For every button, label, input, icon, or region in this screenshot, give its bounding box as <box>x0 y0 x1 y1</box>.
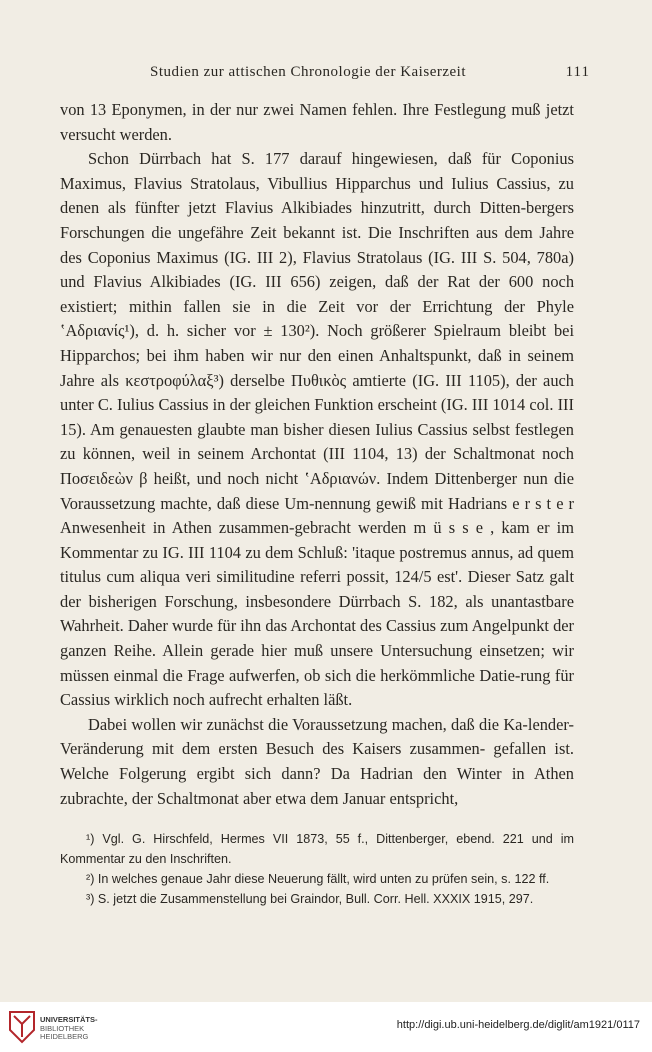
main-text <box>60 98 574 811</box>
running-title: Studien zur attischen Chronologie der Kaiserzeit <box>150 64 466 80</box>
text-line: der Schaltmonat noch Ποσειδεὼν β heißt, und noch nicht ʽΑδριανών. <box>60 444 574 488</box>
library-line: HEIDELBERG <box>40 1032 89 1041</box>
library-logo-icon <box>8 1010 36 1044</box>
text-line: jetzt versucht werden. <box>60 100 574 144</box>
page-number: 111 <box>565 64 590 80</box>
text-line: gebracht werden m ü s s e , kam er im Kommentar zu IG. III 1104 zu <box>60 518 574 562</box>
paragraph-3 <box>60 713 574 811</box>
footnote-line: und im Kommentar zu den Inschriften. <box>60 832 575 866</box>
text-line: gefallen ist. Welche Folgerung ergibt sich dann? Da Hadrian den Winter <box>60 739 574 784</box>
footnote-2 <box>60 869 574 889</box>
footnote-1 <box>60 829 574 869</box>
footnote-line: ³) S. jetzt die Zusammenstellung bei Graindor, Bull. Corr. Hell. XXXIX <box>86 892 471 906</box>
text-line: 1105), der auch unter C. Iulius Cassius in der gleichen Funktion erscheint <box>60 370 574 415</box>
text-line: von 13 Eponymen, in der nur zwei Namen fehlen. Ihre Festlegung muß <box>60 100 541 119</box>
paragraph-2 <box>60 147 574 713</box>
library-line: UNIVERSITÄTS- <box>40 1015 98 1024</box>
text-line: Cassius selbst festlegen zu können, weil in seinem Archontat (III 1104, 13) <box>60 419 574 464</box>
text-line: S. 504, 780a) und Flavius Alkibiades (IG. III 656) zeigen, daß der Rat der <box>60 247 574 292</box>
text-line: 600 noch existiert; mithin fallen sie in die Zeit vor der Errichtung der <box>60 272 575 316</box>
text-line: Dabei wollen wir zunächst die Voraussetzung machen, daß die Ka- <box>88 714 528 734</box>
library-line: BIBLIOTHEK <box>40 1023 85 1033</box>
text-line: lender-Veränderung mit dem ersten Besuch des Kaisers zusammen- <box>60 714 574 759</box>
text-line: Forschung, insbesondere Dürrbach S. 182, als unantastbare Wahrheit. <box>60 591 574 636</box>
library-name <box>40 1016 98 1042</box>
text-line: Maximus, Flavius Stratolaus, Vibullius Hipparchus und Iulius Cassius, <box>60 173 551 193</box>
text-line: rung für Cassius wirklich noch aufrecht erhalten läßt. <box>60 665 574 710</box>
text-line: zu denen als fünfter jetzt Flavius Alkibiades hinzutritt, durch Ditten- <box>60 173 574 218</box>
footnote-line: sein, s. 122 ff. <box>471 872 550 886</box>
text-line: seinem Jahre als κεστροφύλαξ³) derselbe Πυθικὸς amtierte (IG. III <box>60 345 574 390</box>
text-line: ganzen Reihe. Allein gerade hier muß unsere Untersuchung einsetzen; <box>60 641 545 661</box>
text-line: bergers Forschungen die ungefähre Zeit bekannt ist. Die Inschriften aus <box>60 198 574 242</box>
text-line: bei Hipparchos; bei ihm haben wir nur den einen Anhaltspunkt, daß in <box>60 321 574 365</box>
footnotes <box>60 829 574 909</box>
text-line: dem Schluß: 'itaque postremus annus, ad quem titulus cum aliqua veri <box>60 542 574 587</box>
text-line: similitudine referri possit, 124/5 est'. Dieser Satz galt der bisherigen <box>60 567 575 611</box>
text-line: in Athen zubrachte, der Schaltmonat aber etwa dem Januar entspricht, <box>60 764 574 808</box>
text-line: Daher wurde für ihn das Archontat des Cassius zum Angelpunkt der <box>127 616 574 636</box>
text-line: nennung gewiß mit Hadrians e r s t e r Anwesenheit in Athen zusammen- <box>60 493 574 538</box>
footnote-line: 1915, 297. <box>473 892 534 906</box>
text-line: wir müssen einmal die Frage aufwerfen, ob sich die herkömmliche Datie- <box>60 641 574 685</box>
footnote-line: ²) In welches genaue Jahr diese Neuerung fällt, wird unten zu prüfen <box>86 872 468 886</box>
footnote-3 <box>60 889 574 909</box>
text-line: Indem Dittenberger nun die Voraussetzung machte, daß diese Um- <box>60 468 574 513</box>
viewer-footer <box>0 1002 652 1052</box>
text-line: Phyle ʽΑδριανίς¹), d. h. sicher vor ± 130²). Noch größerer Spielraum bleibt <box>60 296 574 341</box>
text-line: Schon Dürrbach hat S. 177 darauf hingewiesen, daß für Coponius <box>88 149 574 169</box>
footnote-line: ¹) Vgl. G. Hirschfeld, Hermes VII 1873, 55 f., Dittenberger, ebend. 221 <box>86 832 524 846</box>
paragraph-1 <box>60 98 574 147</box>
text-line: (IG. III 1014 col. III 15). Am genauesten glaubte man bisher diesen Iulius <box>60 395 574 439</box>
text-line: dem Jahre des Coponius Maximus (IG. III 2), Flavius Stratolaus (IG. III <box>60 222 574 267</box>
permalink-url[interactable]: http://digi.ub.uni-heidelberg.de/diglit/am1921/0117 <box>396 1019 640 1031</box>
